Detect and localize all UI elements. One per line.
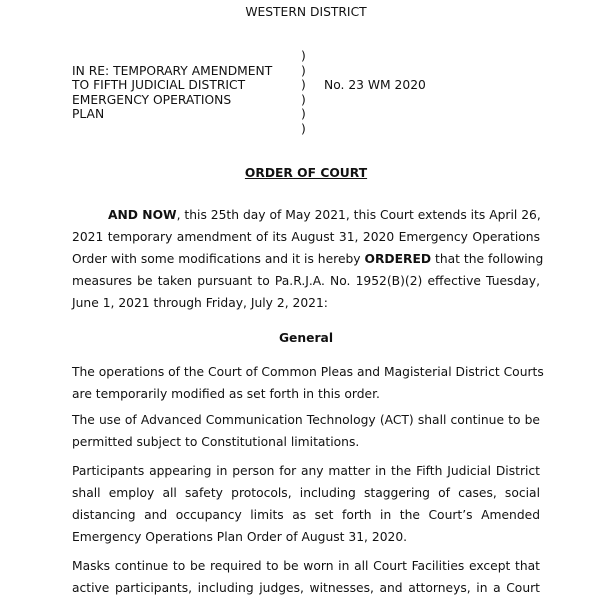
text-line: shall employ all safety protocols, including staggering of cases, social <box>72 486 540 500</box>
caption-paren: ) <box>301 78 306 92</box>
caption-paren: ) <box>301 93 306 107</box>
text-line: Participants appearing in person for any matter in the Fifth Judicial District <box>72 464 540 478</box>
paragraph-participants <box>72 460 540 548</box>
text-line: measures be taken pursuant to Pa.R.J.A. No. 1952(B)(2) effective Tuesday, <box>72 274 540 288</box>
general-heading: General <box>278 331 334 345</box>
caption-paren: ) <box>301 122 306 136</box>
paragraph-act <box>72 409 540 453</box>
district-heading: WESTERN DISTRICT <box>245 5 367 19</box>
text-line: active participants, including judges, witnesses, and attorneys, in a Court <box>72 581 540 595</box>
caption-paren: ) <box>301 64 306 78</box>
and-now-text: AND NOW <box>108 208 177 222</box>
text-line: June 1, 2021 through Friday, July 2, 2021: <box>72 296 328 310</box>
text-line: distancing and occupancy limits as set forth in the Court’s Amended <box>72 508 540 522</box>
intro-paragraph <box>72 204 544 314</box>
caption-line: EMERGENCY OPERATIONS <box>72 93 232 107</box>
text-line: Emergency Operations Plan Order of August 31, 2020. <box>72 530 408 544</box>
docket-number: No. 23 WM 2020 <box>324 78 426 92</box>
text-line <box>72 204 540 226</box>
text-line: permitted subject to Constitutional limitations. <box>72 435 360 449</box>
text-run: Order with some modifications and it is hereby <box>72 252 365 266</box>
text-line: The use of Advanced Communication Technology (ACT) shall continue to be <box>72 413 540 427</box>
text-line: 2021 temporary amendment of its August 31, 2020 Emergency Operations <box>72 230 540 244</box>
caption-line: IN RE: TEMPORARY AMENDMENT <box>72 64 273 78</box>
text-line: Masks continue to be required to be worn in all Court Facilities except that <box>72 559 540 573</box>
text-line: The operations of the Court of Common Pleas and Magisterial District Courts <box>72 365 544 379</box>
paragraph-masks <box>72 555 540 599</box>
caption-paren: ) <box>301 107 306 121</box>
caption-line: PLAN <box>72 107 105 121</box>
text-run: that the following <box>431 252 544 266</box>
ordered-text: ORDERED <box>364 252 432 266</box>
order-title: ORDER OF COURT <box>244 166 368 180</box>
text-line: are temporarily modified as set forth in this order. <box>72 387 380 401</box>
text-run: , this 25th day of May 2021, this Court extends its April 26, <box>176 208 541 222</box>
text-line <box>72 248 544 270</box>
caption-line: TO FIFTH JUDICIAL DISTRICT <box>72 78 246 92</box>
caption-paren: ) <box>301 49 306 63</box>
paragraph-operations <box>72 361 544 405</box>
